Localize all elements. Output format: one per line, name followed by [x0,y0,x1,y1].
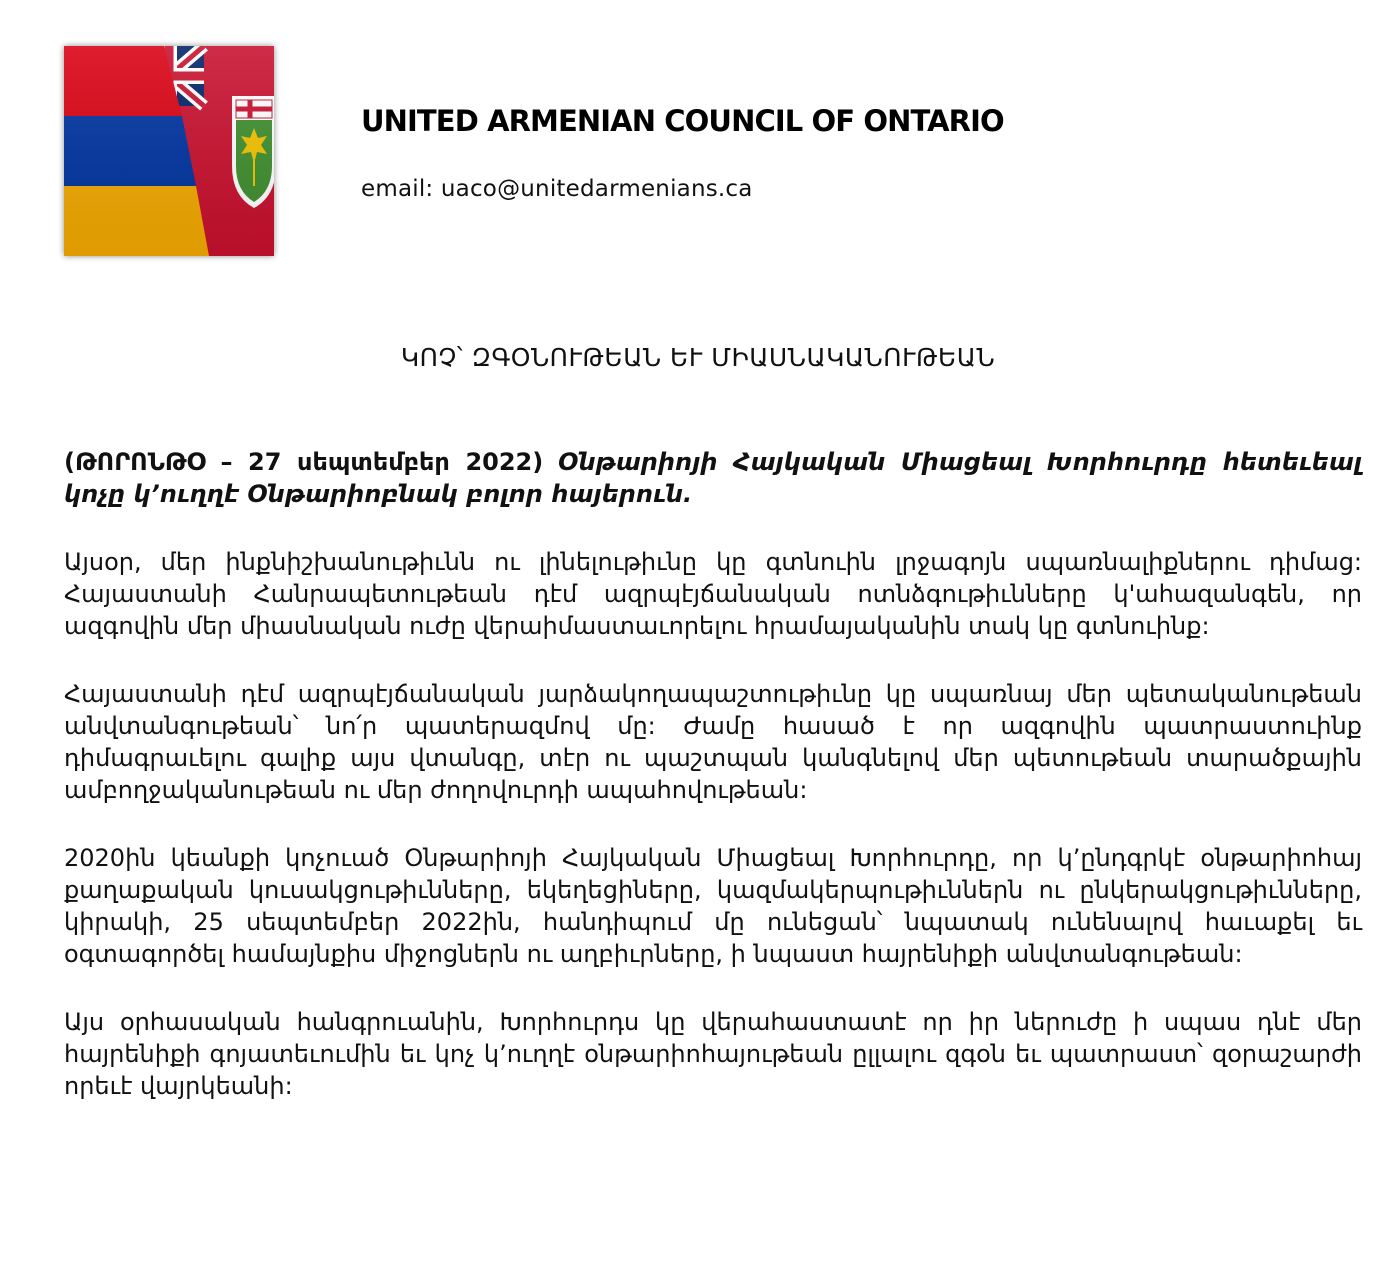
document-title: ԿՈՉ՝ ԶԳՕՆՈՒԹԵԱՆ ԵՒ ՄԻԱՍՆԱԿԱՆՈՒԹԵԱՆ [400,343,996,372]
intro-paragraph [64,446,1362,510]
organization-email: email: uaco@unitedarmenians.ca [361,176,753,202]
organization-logo [64,46,274,256]
paragraph-4: Այս օրհասական հանգրուանին, Խորհուրդս կը վերահաստատէ որ իր ներուժը ի սպաս դնէ մեր հայրենիքի գոյատեւումին եւ կոչ կ’ուղղէ օնթարիոհայութեան ըլլալու զգօն եւ պատրաստ՝ զօրաշարժի որեւէ վայրկեանի: [64,1008,1362,1100]
lead-sentence: Օնթարիոյի Հայկական Միացեալ Խորհուրդը հետեւեալ կոչը կ’ուղղէ Օնթարիոբնակ բոլոր հայերուն. [64,448,1363,508]
armenia-ontario-flag-logo-icon [64,46,274,256]
paragraph-2: Հայաստանի դէմ ազրպէյճանական յարձակողապաշտութիւնը կը սպառնայ մեր պետականութեան անվտանգութեան՝ նո՛ր պատերազմով մը: Ժամը հասած է որ ազգովին պատրաստուինք դիմագրաւելու գալիք այս վտանգը, տէր ու պաշտպան կանգնելով մեր պետութեան տարածքային ամբողջականութեան ու մեր ժողովուրդի ապահովութեան: [64,680,1362,804]
paragraph-3: 2020ին կեանքի կոչուած Օնթարիոյի Հայկական Միացեալ Խորհուրդը, որ կ’ընդգրկէ օնթարիոհայ քաղաքական կուսակցութիւնները, եկեղեցիները, կազմակերպութիւններն ու ընկերակցութիւնները, կիրակի, 25 սեպտեմբեր 2022ին, հանդիպում մը ունեցան՝ նպատակ ունենալով հաւաքել եւ օգտագործել համայնքիս միջոցներն ու աղբիւրները, ի նպաստ հայրենիքի անվտանգութեան: [64,844,1362,968]
dateline: (ԹՈՐՈՆԹՕ – 27 սեպտեմբեր 2022) [64,448,544,476]
organization-name: UNITED ARMENIAN COUNCIL OF ONTARIO [361,104,1004,138]
document-body [64,446,1362,1138]
paragraph-1: Այսօր, մեր ինքնիշխանութիւնն ու լինելութիւնը կը գտնուին լրջագոյն սպառնալիքներու դիմաց: Հայաստանի Հանրապետութեան դէմ ազրպէյճանական ոտնձգութիւնները կ'ահազանգեն, որ ազգովին մեր միասնական ուժը վերաիմաստաւորելու հրամայականին տակ կը գտնուինք: [64,548,1362,640]
